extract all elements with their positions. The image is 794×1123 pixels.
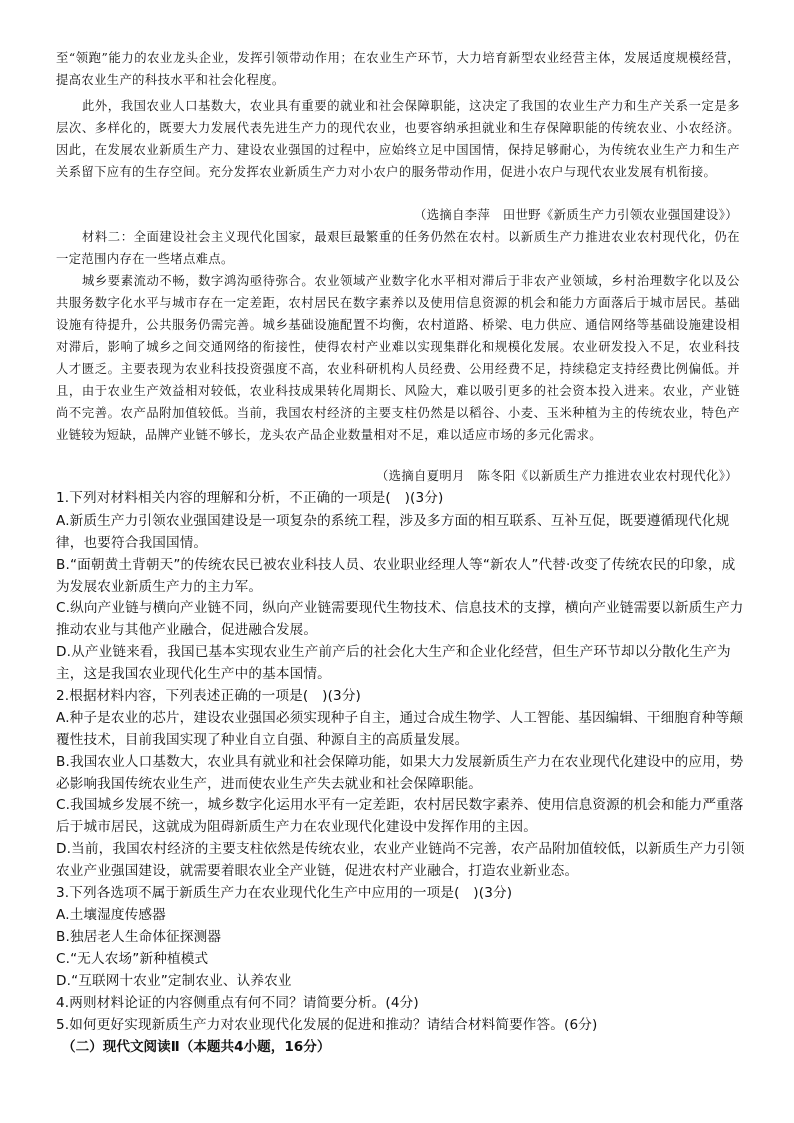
question-2-stem: 2.根据材料内容，下列表述正确的一项是( )(3分) — [56, 688, 362, 704]
question-5: 5.如何更好实现新质生产力对农业现代化发展的促进和推动？请结合材料简要作答。(6分) — [56, 1017, 598, 1033]
question-2-option-b: B.我国农业人口基数大，农业具有就业和社会保障功能，如果大力发展新质生产力在农业现代化建设中的应用，势必影响我国传统农业生产，进而使农业生产失去就业和社会保障职能。 — [56, 754, 744, 793]
question-2-option-c: C.我国城乡发展不统一，城乡数字化运用水平有一定差距，农村居民数字素养、使用信息资源的机会和能力严重落后于城市居民，这就成为阻碍新质生产力在农业现代化建设中发挥作用的主因。 — [56, 797, 744, 836]
question-1-option-b: B.“面朝黄土背朝天”的传统农民已被农业科技人员、农业职业经理人等“新农人”代替·改变了传统农民的印象，成为发展农业新质生产力的主力军。 — [56, 557, 736, 596]
material2-source: （选摘自夏明月 陈冬阳《以新质生产力推进农业农村现代化》） — [375, 469, 738, 483]
question-1-option-c: C.纵向产业链与横向产业链不同，纵向产业链需要现代生物技术、信息技术的支撑，横向产业链需要以新质生产力推动农业与其他产业融合，促进融合发展。 — [56, 600, 744, 639]
question-4: 4.两则材料论证的内容侧重点有何不同？请简要分析。(4分) — [56, 995, 419, 1011]
question-1-option-d: D.从产业链来看，我国已基本实现农业生产前产后的社会化大生产和企业化经营，但生产环节却以分散化生产为主，这是我国农业现代化生产中的基本国情。 — [56, 644, 731, 683]
material2-intro-paragraph: 材料二：全面建设社会主义现代化国家，最艰巨最繁重的任务仍然在农村。以新质生产力推进农业农村现代化，仍在一定范围内存在一些堵点难点。 — [56, 230, 740, 266]
material1-paragraph-continued: 至“领跑”能力的农业龙头企业，发挥引领带动作用；在农业生产环节，大力培育新型农业经营主体，发展适度规模经营，提高农业生产的科技水平和社会化程度。 — [56, 51, 740, 87]
question-3-option-a: A.土壤湿度传感器 — [56, 907, 166, 923]
question-2-option-a: A.种子是农业的芯片，建设农业强国必须实现种子自主，通过合成生物学、人工智能、基因编辑、干细胞育种等颠覆性技术，目前我国实现了种业自立自强、种源自主的高质量发展。 — [56, 710, 744, 749]
section-heading: （二）现代文阅读Ⅱ（本题共4小题，16分） — [62, 1039, 331, 1055]
material2-paragraph-2: 城乡要素流动不畅，数字鸿沟亟待弥合。农业领域产业数字化水平相对滞后于非农产业领域，乡村治理数字化以及公共服务数字化水平与城市存在一定差距，农村居民在数字素养以及使用信息资源的机会和能力方面落后于城市居民。基础设施有待提升，公共服务仍需完善。城乡基础设施配置不均衡，农村道路、桥梁、电力供应、通信网络等基础设施建设相对滞后，影响了城乡之间交通网络的衔接性，使得农村产业难以实现集群化和规模化发展。农业研发投入不足，农业科技人才匮乏。主要表现为农业科技投资强度不高，农业科研机构人员经费、公用经费不足，持续稳定支持经费比例偏低。并且，由于农业生产效益相对较低，农业科技成果转化周期长、风险大，难以吸引更多的社会资本投入进来。农业，产业链尚不完善。农产品附加值较低。当前，我国农村经济的主要支柱仍然是以稻谷、小麦、玉米种植为主的传统农业，特色产业链较为短缺，品牌产业链不够长，龙头农产品企业数量相对不足，难以适应市场的多元化需求。 — [56, 274, 740, 442]
question-3-option-c: C.“无人农场”新种植模式 — [56, 951, 209, 967]
question-1-option-a: A.新质生产力引领农业强国建设是一项复杂的系统工程，涉及多方面的相互联系、互补互促，既要遵循现代化规律，也要符合我国国情。 — [56, 513, 730, 552]
material1-paragraph-2: 此外，我国农业人口基数大，农业具有重要的就业和社会保障职能，这决定了我国的农业生产力和生产关系一定是多层次、多样化的，既要大力发展代表先进生产力的现代农业，也要容纳承担就业和生存保障职能的传统农业、小农经济。因此，在发展农业新质生产力、建设农业强国的过程中，应始终立足中国国情，保持足够耐心，为传统农业生产力和生产关系留下应有的生存空间。充分发挥农业新质生产力对小农户的服务带动作用，促进小农户与现代农业发展有机衔接。 — [56, 99, 740, 179]
material1-source: （选摘自李萍 田世野《新质生产力引领农业强国建设》） — [414, 208, 738, 222]
question-3-option-b: B.独居老人生命体征探测器 — [56, 929, 222, 945]
question-1-stem: 1.下列对材料相关内容的理解和分析，不正确的一项是( )(3分) — [56, 490, 444, 506]
question-2-option-d: D.当前，我国农村经济的主要支柱依然是传统农业，农业产业链尚不完善，农产品附加值较低，以新质生产力引领农业产业强国建设，就需要着眼农业全产业链，促进农村产业融合，打造农业新业态。 — [56, 841, 745, 880]
question-3-stem: 3.下列各选项不属于新质生产力在农业现代化生产中应用的一项是( )(3分) — [56, 885, 513, 901]
question-3-option-d: D.“互联网十农业”定制农业、认养农业 — [56, 973, 292, 989]
